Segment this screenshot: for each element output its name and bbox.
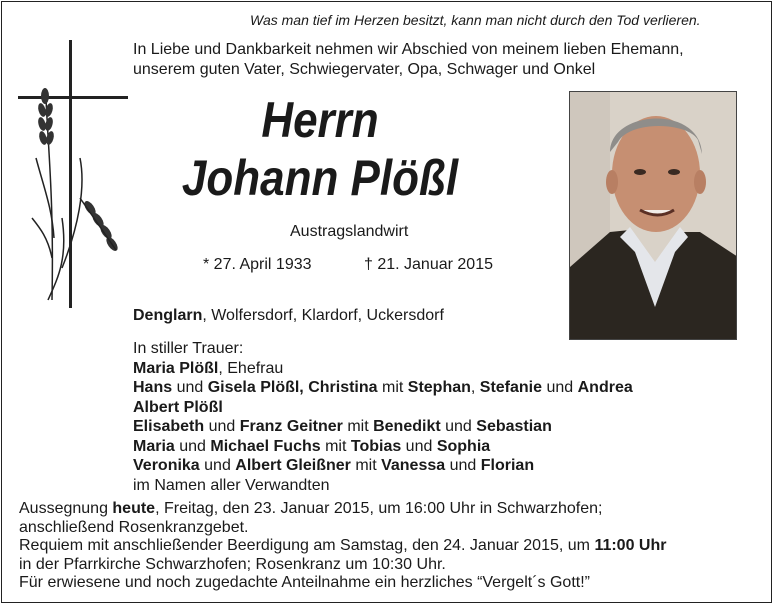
notice-text: Für erwiesene und noch zugedachte Anteilnahme ein herzliches “Vergelt´s Gott!”	[19, 574, 590, 591]
places-rest: , Wolfersdorf, Klardorf, Uckersdorf	[202, 307, 444, 324]
places	[133, 307, 444, 325]
mourner-name: Veronika	[133, 457, 200, 474]
mourner-text: mit	[377, 379, 408, 396]
cross-wheat-icon	[18, 38, 130, 310]
mourning-heading: In stiller Trauer:	[133, 340, 244, 357]
notice-text: Aussegnung	[19, 500, 113, 517]
mourner-name: Michael Fuchs	[210, 437, 321, 455]
deceased-name: Johann Plößl	[181, 150, 459, 206]
mourner-name: Stefanie	[479, 379, 543, 396]
mourner-name: Benedikt	[373, 418, 441, 435]
mourner-name: Maria	[133, 437, 175, 455]
birth-date: * 27. April 1933	[203, 256, 312, 273]
mourner-name: Sophia	[436, 437, 491, 455]
mourner-name: Albert Gleißner	[235, 457, 351, 474]
death-date: † 21. Januar 2015	[364, 256, 493, 273]
intro-text	[133, 40, 684, 80]
notice-line	[19, 519, 666, 538]
notice-line	[19, 574, 666, 593]
notice-text: , Freitag, den 23. Januar 2015, um 16:00 Uhr in Schwarzhofen;	[155, 500, 603, 517]
mourner-text: und	[440, 418, 477, 435]
mourner-name: Hans	[133, 379, 173, 396]
notice-text: anschließend Rosenkranzgebet.	[19, 518, 249, 536]
portrait-photo	[569, 91, 737, 340]
places-bold: Denglarn	[133, 307, 203, 324]
mourner-name: Gisela Plößl, Christina	[207, 379, 378, 396]
mourner-text: und	[172, 379, 208, 396]
mourner-line	[133, 417, 633, 437]
mourner-text: , Ehefrau	[218, 359, 284, 377]
mourner-text: ,	[470, 379, 480, 396]
mourner-line	[133, 378, 633, 398]
mourner-name: Florian	[480, 457, 535, 474]
mourner-line	[133, 398, 633, 418]
mourner-name: Maria Plößl	[133, 359, 219, 377]
mourner-text: mit	[320, 437, 351, 455]
mourner-line	[133, 456, 633, 476]
mourners-list	[133, 339, 633, 495]
mourner-name: Tobias	[350, 437, 402, 455]
motto: Was man tief im Herzen besitzt, kann man nicht durch den Tod verlieren.	[250, 12, 701, 28]
intro-line: unserem guten Vater, Schwiegervater, Opa, Schwager und Onkel	[133, 61, 596, 78]
notice-line	[19, 500, 666, 519]
mourner-text: und	[204, 418, 240, 435]
mourner-text: mit	[342, 418, 374, 435]
mourner-name: Albert Plößl	[133, 398, 223, 416]
mourner-name: Sebastian	[476, 418, 552, 435]
mourner-name: Stephan	[407, 379, 471, 396]
notice-highlight: 11:00 Uhr	[594, 537, 667, 554]
service-notice	[19, 500, 666, 593]
mourner-text: und	[199, 457, 236, 474]
mourner-text: und	[542, 379, 578, 396]
mourner-text: und	[174, 437, 211, 455]
mourner-line	[133, 437, 633, 457]
notice-line	[19, 537, 666, 556]
mourner-name: Franz Geitner	[239, 418, 343, 435]
mourner-name: Andrea	[577, 379, 633, 396]
occupation: Austragslandwirt	[290, 223, 409, 240]
notice-text: in der Pfarrkirche Schwarzhofen; Rosenkranz um 10:30 Uhr.	[19, 555, 446, 573]
mourner-text: im Namen aller Verwandten	[133, 476, 330, 494]
mourner-name: Elisabeth	[133, 418, 205, 435]
notice-text: Requiem mit anschließender Beerdigung am Samstag, den 24. Januar 2015, um	[19, 537, 595, 554]
notice-line	[19, 556, 666, 575]
mourner-text: und	[445, 457, 481, 474]
mourner-line	[133, 476, 633, 496]
intro-line: In Liebe und Dankbarkeit nehmen wir Abschied von meinem lieben Ehemann,	[133, 41, 684, 58]
mourner-text: und	[401, 437, 437, 455]
mourner-text: mit	[350, 457, 382, 474]
notice-highlight: heute	[112, 500, 156, 517]
mourner-name: Vanessa	[381, 457, 446, 474]
mourner-line	[133, 359, 633, 379]
salutation: Herrn	[261, 92, 379, 148]
